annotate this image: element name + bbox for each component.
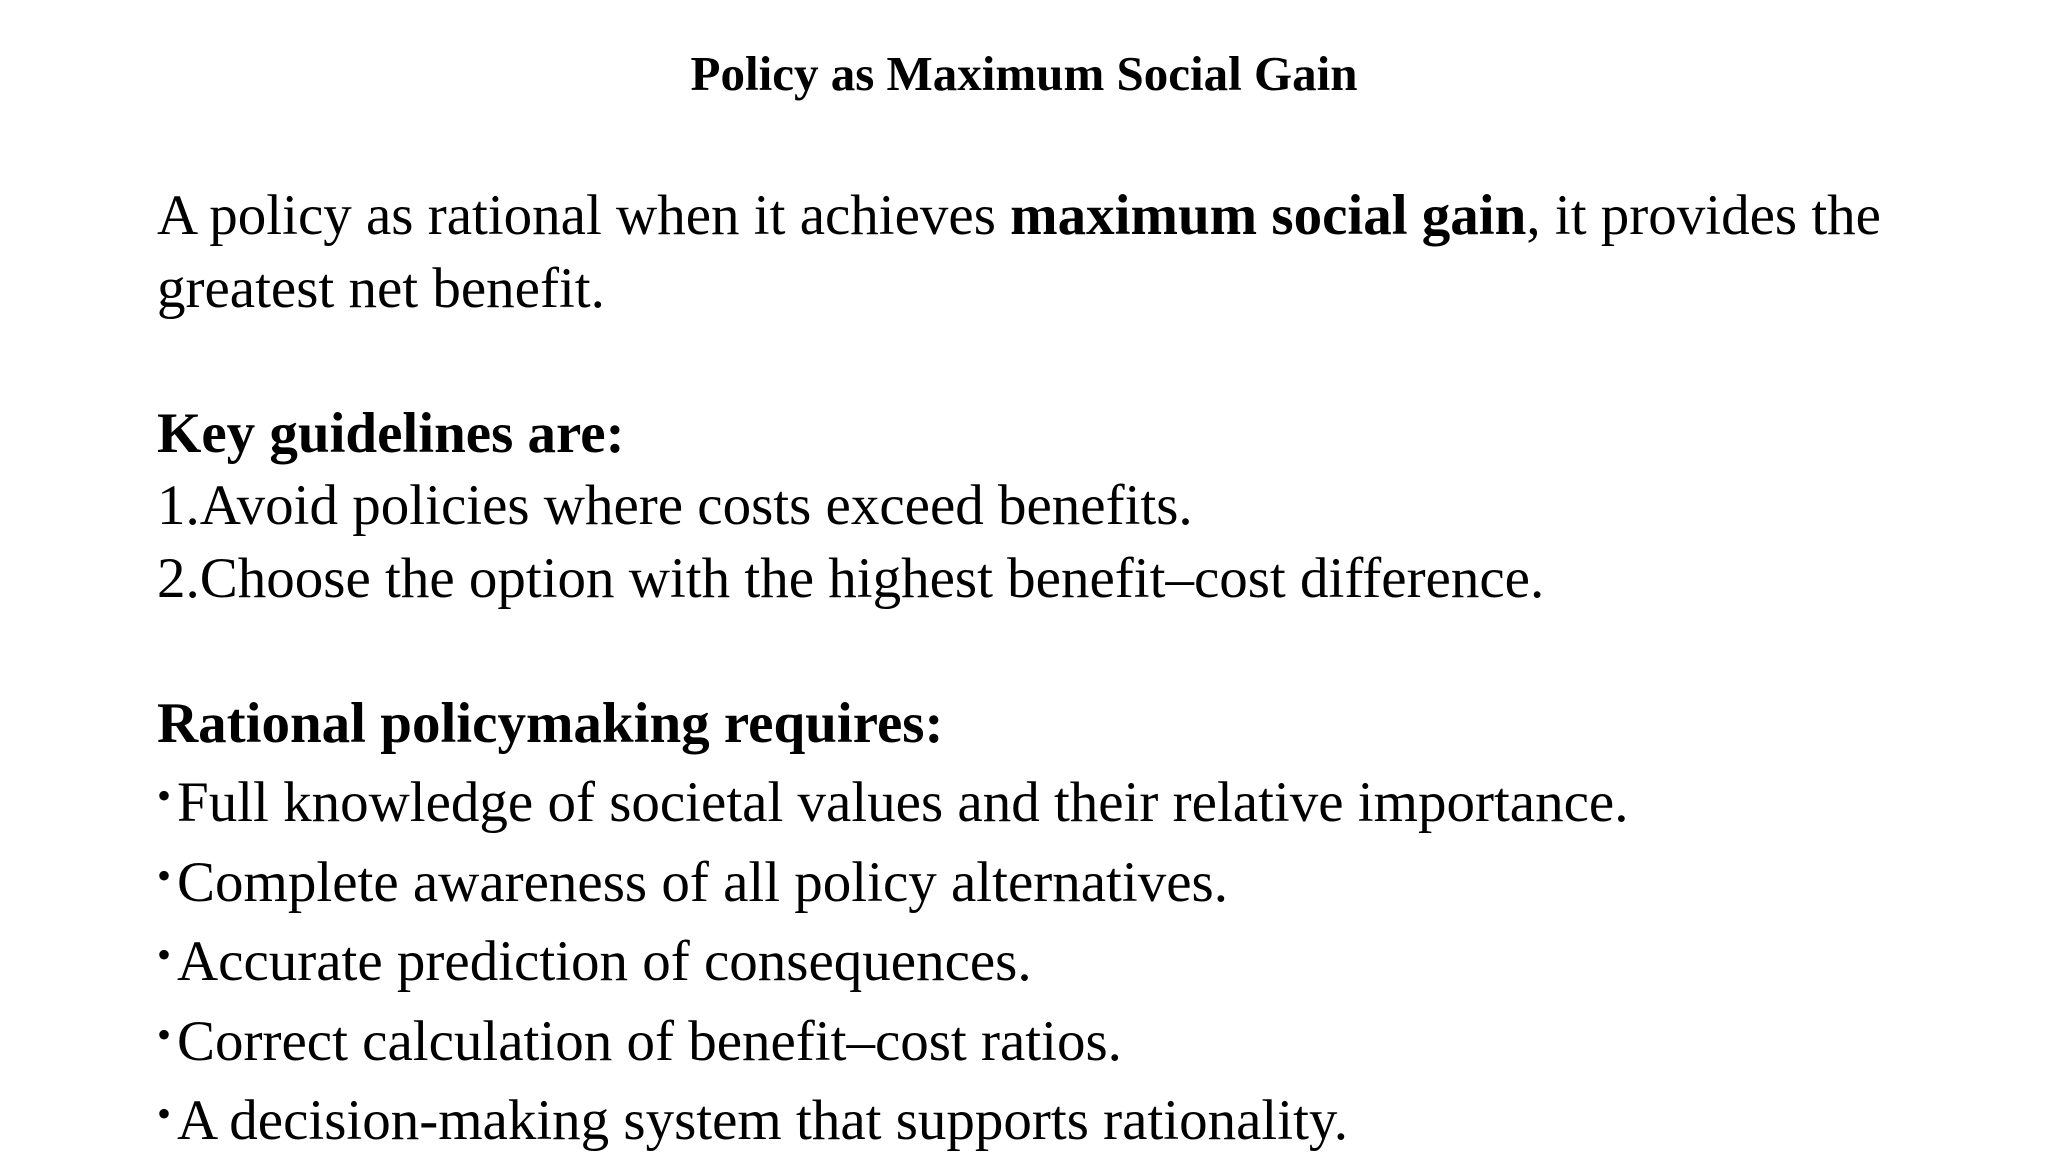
requirement-text: Accurate prediction of consequences.: [177, 930, 1032, 993]
bullet-icon: •: [157, 1011, 172, 1057]
requirement-text: Correct calculation of benefit–cost ratios.: [177, 1009, 1122, 1073]
requirement-item: [157, 840, 1997, 920]
bullet-icon: •: [157, 773, 172, 818]
requirements-list: [157, 760, 1997, 1152]
requirement-item: [157, 919, 1997, 999]
requirement-item: [157, 999, 1997, 1079]
requirement-item: [157, 760, 1997, 840]
guideline-text: Avoid policies where costs exceed benefits.: [199, 474, 1193, 537]
intro-paragraph: [157, 180, 1997, 325]
guideline-number: 1.: [157, 474, 200, 537]
guidelines-heading: Key guidelines are:: [157, 401, 625, 465]
guideline-text: Choose the option with the highest benefit–cost difference.: [199, 546, 1545, 610]
guideline-item: [157, 470, 1997, 543]
requirement-text: A decision-making system that supports rationality.: [177, 1089, 1348, 1152]
slide-title: Policy as Maximum Social Gain: [690, 46, 1358, 101]
intro-prefix: A policy as rational when it achieves: [157, 184, 1011, 247]
guidelines-list: [157, 470, 1997, 615]
bullet-icon: •: [157, 1091, 172, 1136]
requirement-text: Complete awareness of all policy alternatives.: [177, 850, 1228, 914]
requirements-heading: Rational policymaking requires:: [157, 691, 944, 755]
guideline-number: 2.: [157, 546, 200, 610]
spacer: [157, 325, 1997, 398]
intro-suffix: , it provides the greatest net benefit.: [157, 184, 1881, 320]
guideline-item: [157, 543, 1997, 616]
spacer: [157, 615, 1997, 688]
bullet-icon: •: [157, 852, 172, 898]
requirement-item: [157, 1078, 1997, 1152]
requirement-text: Full knowledge of societal values and their relative importance.: [177, 771, 1629, 834]
intro-emphasis: maximum social gain: [1010, 184, 1527, 247]
bullet-icon: •: [157, 932, 172, 977]
slide-body: [157, 180, 1997, 1152]
